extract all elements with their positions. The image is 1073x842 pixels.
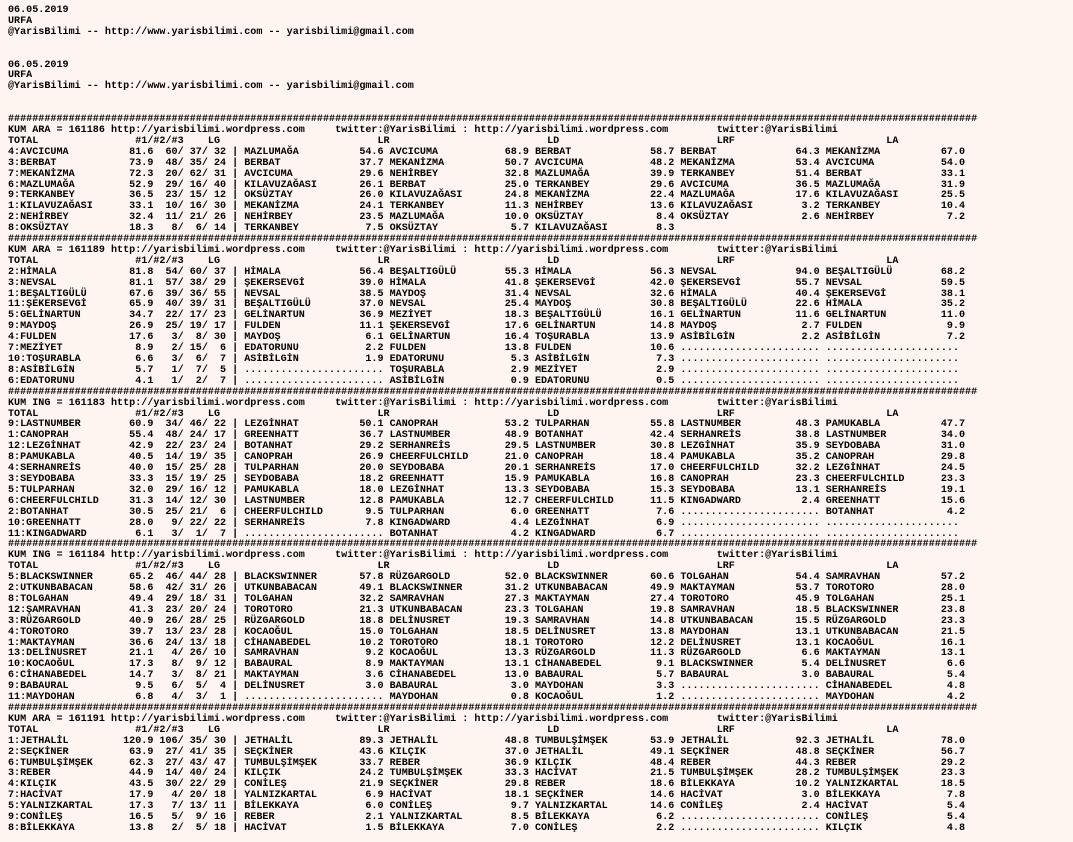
text-line: 06.05.2019 [8,5,69,16]
runner-row: 1:JETHALİL 120.9 106/ 35/ 30 | JETHALİL 89.3 JETHALİL 48.8 TUMBULŞİMŞEK 53.9 JETHALİL 92.3 JETHALİL 78.0 [8,735,966,747]
separator-line: ################################################################################################################################################################ [8,539,978,551]
runner-row: 5:TULPARHAN 32.0 29/ 16/ 12 | PAMUKABLA 18.0 LEZGİNHAT 13.3 SEYDOBABA 15.3 SEYDOBABA 13.1 SERHANREİS 19.1 [8,484,966,496]
runner-row: 11:KINGADWARD 6.1 3/ 1/ 7 | ....................... BOTANHAT 4.2 KINGADWARD 6.7 ....................... ...................... [8,528,959,540]
runner-row: 10:KOCAOĞUL 17.3 8/ 9/ 12 | BABAURAL 8.9 MAKTAYMAN 13.1 CİHANABEDEL 9.1 BLACKSWINNER 5.4 DELİNUSRET 6.6 [8,659,966,671]
runner-row: 5:YALNIZKARTAL 17.3 7/ 13/ 11 | BİLEKKAYA 6.0 CONİLEŞ 9.7 YALNIZKARTAL 14.6 CONİLEŞ 2.4 HACİVAT 5.4 [8,801,966,813]
runner-row: 1:CANOPRAH 55.4 48/ 24/ 17 | GREENHATT 36.7 LASTNUMBER 48.9 BOTANHAT 42.4 SERHANREİS 38.8 LASTNUMBER 34.0 [8,430,966,442]
column-header-line: TOTAL #1/#2/#3 LG LR LD LRF LA [8,408,899,420]
text-line: 06.05.2019 [8,59,69,71]
runner-row: 2:NEHİRBEY 32.4 11/ 21/ 26 | NEHİRBEY 23.5 MAZLUMAĞA 10.0 OKSÜZTAY 8.4 OKSÜZTAY 2.6 NEHİRBEY 7.2 [8,212,966,224]
column-header-line: TOTAL #1/#2/#3 LG LR LD LRF LA [8,135,899,147]
runner-row: 4:FULDEN 17.6 3/ 8/ 30 | MAYDOŞ 6.1 GELİNARTUN 16.4 TOŞURABLA 13.9 ASİBİLGİN 2.2 ASİBİLGİN 7.2 [8,332,966,344]
race-header-line: KUM ARA = 161189 http://yarisbilimi.wordpress.com twitter:@YarisBilimi : http://yarisbilimi.wordpress.com twitter:@YarisBilimi [8,244,838,256]
runner-row: 9:LASTNUMBER 60.9 34/ 46/ 22 | LEZGİNHAT 50.1 CANOPRAH 53.2 TULPARHAN 55.8 LASTNUMBER 48.3 PAMUKABLA 47.7 [8,419,966,431]
runner-row: 6:MAZLUMAĞA 52.9 29/ 16/ 40 | KILAVUZAĞASI 26.1 BERBAT 25.0 TERKANBEY 29.6 AVCICUMA 36.5 MAZLUMAĞA 31.9 [8,179,966,191]
runner-row: 9:MAYDOŞ 26.9 25/ 19/ 17 | FULDEN 11.1 ŞEKERSEVGİ 17.6 GELİNARTUN 14.8 MAYDOŞ 2.7 FULDEN 9.9 [8,321,966,333]
runner-row: 1:BEŞALTIGÜLÜ 67.6 39/ 36/ 55 | NEVSAL 38.5 MAYDOŞ 31.4 NEVSAL 32.6 HİMALA 40.4 ŞEKERSEVGİ 38.1 [8,288,966,300]
separator-line: ################################################################################################################################################################ [8,114,978,126]
runner-row: 1:MAKTAYMAN 36.6 24/ 13/ 18 | CİHANABEDEL 10.2 TOROTORO 18.1 TOROTORO 12.2 DELİNUSRET 13.1 KOCAOĞUL 16.1 [8,637,966,649]
runner-row: 6:CHEERFULCHILD 31.3 14/ 12/ 30 | LASTNUMBER 12.8 PAMUKABLA 12.7 CHEERFULCHILD 11.5 KINGADWARD 2.4 GREENHATT 15.6 [8,495,966,507]
contact-line: @YarisBilimi -- http://www.yarisbilimi.com -- yarisbilimi@gmail.com [8,26,414,38]
runner-row: 1:KILAVUZAĞASI 33.1 10/ 16/ 30 | MEKANİZMA 24.1 TERKANBEY 11.3 NEHİRBEY 13.6 KILAVUZAĞASI 3.2 TERKANBEY 10.4 [8,201,966,213]
runner-row: 8:BİLEKKAYA 13.8 2/ 5/ 18 | HACİVAT 1.5 BİLEKKAYA 7.0 CONİLEŞ 2.2 ....................... KILÇIK 4.8 [8,822,966,834]
text-line: URFA [8,70,33,82]
runner-row: 4:AVCICUMA 81.6 60/ 37/ 32 | MAZLUMAĞA 54.6 AVCICUMA 68.9 BERBAT 58.7 BERBAT 64.3 MEKANİZMA 67.0 [8,146,966,158]
runner-row: 11:ŞEKERSEVGİ 65.9 40/ 39/ 31 | BEŞALTIGÜLÜ 37.0 NEVSAL 25.4 MAYDOŞ 30.8 BEŞALTIGÜLÜ 22.6 HİMALA 35.2 [8,299,966,311]
runner-row: 7:MEKANİZMA 72.3 20/ 62/ 31 | AVCICUMA 29.6 NEHİRBEY 32.8 MAZLUMAĞA 39.9 TERKANBEY 51.4 BERBAT 33.1 [8,168,966,180]
separator-line: ################################################################################################################################################################ [8,386,978,398]
runner-row: 6:CİHANABEDEL 14.7 3/ 8/ 21 | MAKTAYMAN 3.6 CİHANABEDEL 13.0 BABAURAL 5.7 BABAURAL 3.0 BABAURAL 5.4 [8,670,966,682]
runner-row: 3:RÜZGARGOLD 40.9 26/ 28/ 25 | RÜZGARGOLD 18.8 DELİNUSRET 19.3 SAMRAVHAN 14.8 UTKUNBABACAN 15.5 RÜZGARGOLD 23.3 [8,615,966,627]
runner-row: 11:MAYDOHAN 6.8 4/ 3/ 1 | ....................... MAYDOHAN 0.8 KOCAOĞUL 1.2 ....................... MAYDOHAN 4.2 [8,692,966,704]
runner-row: 7:MEZİYET 8.9 2/ 15/ 6 | EDATORUNU 2.2 FULDEN 13.8 FULDEN 10.6 ....................... ...................... [8,343,959,355]
runner-row: 4:TOROTORO 39.7 13/ 23/ 28 | KOCAOĞUL 15.0 TOLGAHAN 18.5 DELİNUSRET 13.8 MAYDOHAN 13.1 UTKUNBABACAN 21.5 [8,626,966,638]
column-header-line: TOTAL #1/#2/#3 LG LR LD LRF LA [8,255,899,267]
runner-row: 3:NEVSAL 81.1 57/ 38/ 29 | ŞEKERSEVGİ 39.0 HİMALA 41.8 ŞEKERSEVGİ 42.0 ŞEKERSEVGİ 55.7 NEVSAL 59.5 [8,277,966,289]
runner-row: 2:BOTANHAT 30.5 25/ 21/ 6 | CHEERFULCHILD 9.5 TULPARHAN 6.0 GREENHATT 7.6 ....................... BOTANHAT 4.2 [8,506,966,518]
runner-row: 8:PAMUKABLA 40.5 14/ 19/ 35 | CANOPRAH 26.9 CHEERFULCHILD 21.0 CANOPRAH 18.4 PAMUKABLA 35.2 CANOPRAH 29.8 [8,452,966,464]
runner-row: 12:LEZGİNHAT 42.9 22/ 23/ 24 | BOTANHAT 29.2 SERHANREİS 29.5 LASTNUMBER 30.8 LEZGİNHAT 35.9 SEYDOBABA 31.0 [8,441,966,453]
runner-row: 6:TUMBULŞİMŞEK 62.3 27/ 43/ 47 | TUMBULŞİMŞEK 33.7 REBER 36.9 KILÇIK 48.4 REBER 44.3 REBER 29.2 [8,757,966,769]
separator-line: ################################################################################################################################################################ [8,703,978,714]
race-header-line: KUM ARA = 161186 http://yarisbilimi.wordpress.com twitter:@YarisBilimi : http://yarisbilimi.wordpress.com twitter:@YarisBilimi [8,124,838,136]
runner-row: 9:CONİLEŞ 16.5 5/ 9/ 16 | REBER 2.1 YALNIZKARTAL 8.5 BİLEKKAYA 6.2 ....................... CONİLEŞ 5.4 [8,812,966,824]
race-header-line: KUM ARA = 161191 http://yarisbilimi.wordpress.com twitter:@YarisBilimi : http://yarisbilimi.wordpress.com twitter:@YarisBilimi [8,713,838,725]
runner-row: 2:HİMALA 81.8 54/ 60/ 37 | HİMALA 56.4 BEŞALTIGÜLÜ 55.3 HİMALA 56.3 NEVSAL 94.0 BEŞALTIGÜLÜ 68.2 [8,266,966,278]
runner-row: 5:GELİNARTUN 34.7 22/ 17/ 23 | GELİNARTUN 36.9 MEZİYET 18.3 BEŞALTIGÜLÜ 16.1 GELİNARTUN 11.6 GELİNARTUN 11.0 [8,310,966,322]
runner-row: 3:SEYDOBABA 33.3 15/ 19/ 25 | SEYDOBABA 18.2 GREENHATT 15.9 PAMUKABLA 16.8 CANOPRAH 23.3 CHEERFULCHILD 23.3 [8,473,966,485]
contact-line: @YarisBilimi -- http://www.yarisbilimi.com -- yarisbilimi@gmail.com [8,81,414,93]
race-header-line: KUM ING = 161184 http://yarisbilimi.wordpress.com twitter:@YarisBilimi : http://yarisbilimi.wordpress.com twitter:@YarisBilimi [8,550,838,562]
separator-line: ################################################################################################################################################################ [8,234,978,246]
runner-row: 8:TOLGAHAN 49.4 29/ 18/ 31 | TOLGAHAN 32.2 SAMRAVHAN 27.3 MAKTAYMAN 27.4 TOROTORO 45.9 TOLGAHAN 25.1 [8,593,966,605]
runner-row: 9:TERKANBEY 36.5 23/ 15/ 12 | OKSÜZTAY 26.0 KILAVUZAĞASI 24.8 MEKANİZMA 22.4 MAZLUMAĞA 17.6 KILAVUZAĞASI 25.5 [8,190,966,202]
runner-row: 8:ASİBİLGİN 5.7 1/ 7/ 5 | ....................... TOŞURABLA 2.9 MEZİYET 2.9 ....................... ...................... [8,364,959,376]
runner-row: 9:BABAURAL 9.5 6/ 5/ 4 | DELİNUSRET 3.0 BABAURAL 3.0 MAYDOHAN 3.3 ....................... CİHANABEDEL 4.8 [8,681,966,693]
runner-row: 5:BLACKSWINNER 65.2 46/ 44/ 28 | BLACKSWINNER 57.8 RÜZGARGOLD 52.0 BLACKSWINNER 60.6 TOLGAHAN 54.4 SAMRAVHAN 57.2 [8,572,966,584]
runner-row: 12:ŞAMRAVHAN 41.3 23/ 20/ 24 | TOROTORO 21.3 UTKUNBABACAN 23.3 TOLGAHAN 19.8 SAMRAVHAN 18.5 BLACKSWINNER 23.8 [8,604,966,616]
runner-row: 10:GREENHATT 28.0 9/ 22/ 22 | SERHANREİS 7.8 KINGADWARD 4.4 LEZGİNHAT 6.9 ....................... ...................... [8,517,959,529]
text-line: URFA [8,15,33,27]
column-header-line: TOTAL #1/#2/#3 LG LR LD LRF LA [8,724,899,736]
runner-row: 10:TOŞURABLA 6.6 3/ 6/ 7 | ASİBİLGİN 1.9 EDATORUNU 5.3 ASİBİLGİN 7.3 ....................... ...................... [8,354,959,365]
runner-row: 3:REBER 44.9 14/ 40/ 24 | KILÇIK 24.2 TUMBULŞİMŞEK 33.3 HACİVAT 21.5 TUMBULŞİMŞEK 28.2 TUMBULŞİMŞEK 23.3 [8,768,966,780]
runner-row: 3:BERBAT 73.9 48/ 35/ 24 | BERBAT 37.7 MEKANİZMA 50.7 AVCICUMA 48.2 MEKANİZMA 53.4 AVCICUMA 54.0 [8,157,966,169]
runner-row: 4:SERHANREİS 40.0 15/ 25/ 28 | TULPARHAN 20.0 SEYDOBABA 20.1 SERHANREİS 17.0 CHEERFULCHILD 32.2 LEZGİNHAT 24.5 [8,463,966,475]
runner-row: 7:HACİVAT 17.9 4/ 20/ 18 | YALNIZKARTAL 6.9 HACİVAT 18.1 SEÇKİNER 14.6 HACİVAT 3.0 BİLEKKAYA 7.8 [8,790,966,802]
runner-row: 13:DELİNUSRET 21.1 4/ 26/ 10 | SAMRAVHAN 9.2 KOCAOĞUL 13.3 RÜZGARGOLD 11.3 RÜZGARGOLD 6.6 MAKTAYMAN 13.1 [8,648,966,660]
runner-row: 2:UTKUNBABACAN 58.6 42/ 31/ 26 | UTKUNBABACAN 49.1 BLACKSWINNER 31.2 UTKUNBABACAN 49.9 MAKTAYMAN 53.7 TOROTORO 28.0 [8,583,966,595]
race-header-line: KUM ING = 161183 http://yarisbilimi.wordpress.com twitter:@YarisBilimi : http://yarisbilimi.wordpress.com twitter:@YarisBilimi [8,397,838,409]
runner-row: 2:SEÇKİNER 63.9 27/ 41/ 35 | SEÇKİNER 43.6 KILÇIK 37.0 JETHALİL 49.1 SEÇKİNER 48.8 SEÇKİNER 56.7 [8,746,966,758]
runner-row: 4:KILÇIK 43.5 30/ 22/ 29 | CONİLEŞ 21.9 SEÇKİNER 29.8 REBER 18.6 BİLEKKAYA 10.2 YALNIZKARTAL 18.5 [8,779,966,791]
runner-row: 6:EDATORUNU 4.1 1/ 2/ 7 | ....................... ASİBİLGİN 0.9 EDATORUNU 0.5 ....................... ...................... [8,375,959,387]
runner-row: 8:OKSÜZTAY 18.3 8/ 6/ 14 | TERKANBEY 7.5 OKSÜZTAY 5.7 KILAVUZAĞASI 8.3 [8,223,675,235]
column-header-line: TOTAL #1/#2/#3 LG LR LD LRF LA [8,561,899,573]
